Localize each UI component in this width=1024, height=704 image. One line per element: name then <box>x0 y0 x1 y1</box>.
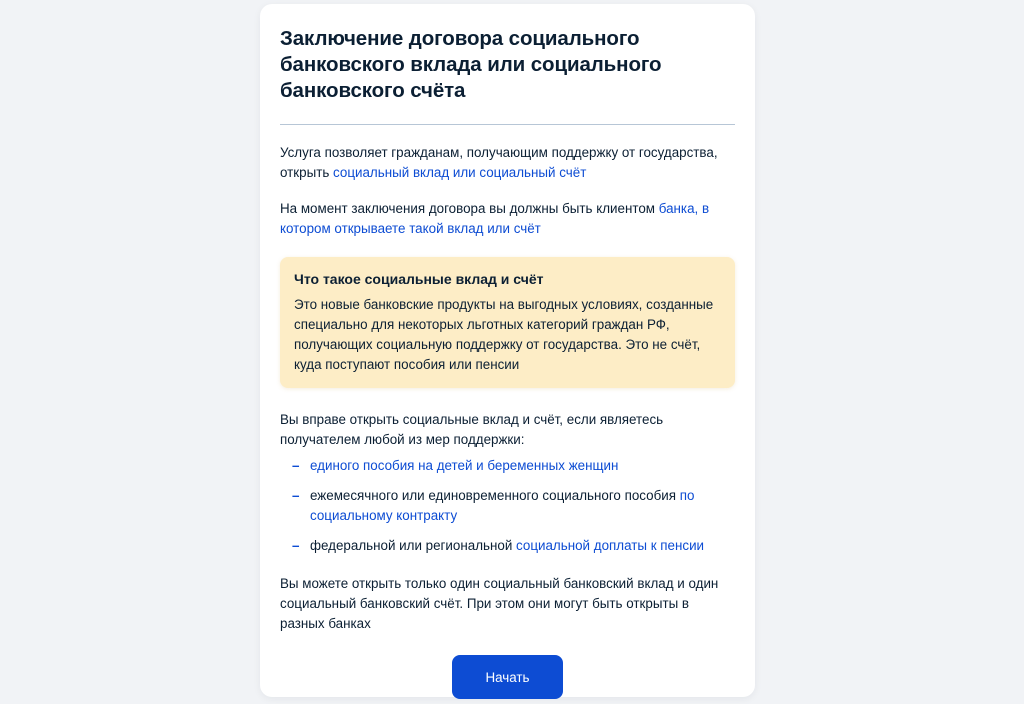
list-dash: – <box>292 458 300 473</box>
actions <box>280 655 735 699</box>
title-divider <box>280 124 735 125</box>
intro-text-1: Услуга позволяет гражданам, получающим поддержку от государства, открыть <box>280 145 718 180</box>
social-contract-link[interactable]: по социальному контракту <box>310 488 695 523</box>
intro-paragraph-2 <box>280 199 735 239</box>
list-dash: – <box>292 538 300 553</box>
social-deposit-link[interactable]: социальный вклад или социальный счёт <box>333 165 587 180</box>
unified-allowance-link[interactable]: единого пособия на детей и беременных женщин <box>310 458 619 473</box>
list-item <box>280 536 735 556</box>
eligibility-lead: Вы вправе открыть социальные вклад и счёт, если являетесь получателем любой из мер поддержки: <box>280 412 664 447</box>
page-title: Заключение договора социального банковского вклада или социального банковского счёта <box>280 27 662 102</box>
info-note <box>280 257 735 388</box>
intro-paragraph-1 <box>280 143 735 183</box>
eligibility-list <box>280 456 735 556</box>
list-item-text: ежемесячного или единовременного социального пособия <box>310 488 680 503</box>
note-body: Это новые банковские продукты на выгодных условиях, созданные специально для некоторых льготных категорий граждан РФ, получающих социальную поддержку от государства. Это не счёт, куда поступают пособия или пенсии <box>294 297 714 372</box>
service-card <box>260 4 755 697</box>
list-item <box>280 456 735 476</box>
bank-link[interactable]: банка, в котором открываете такой вклад или счёт <box>280 201 710 236</box>
footer-note: Вы можете открыть только один социальный банковский вклад и один социальный банковский счёт. При этом они могут быть открыты в разных банках <box>280 576 719 631</box>
intro-text-2: На момент заключения договора вы должны быть клиентом <box>280 201 659 216</box>
note-title: Что такое социальные вклад и счёт <box>294 271 544 287</box>
list-dash: – <box>292 488 300 503</box>
list-item <box>280 486 735 526</box>
list-item-text: федеральной или региональной <box>310 538 517 553</box>
start-button[interactable]: Начать <box>452 655 563 699</box>
pension-supplement-link[interactable]: социальной доплаты к пенсии <box>516 538 705 553</box>
